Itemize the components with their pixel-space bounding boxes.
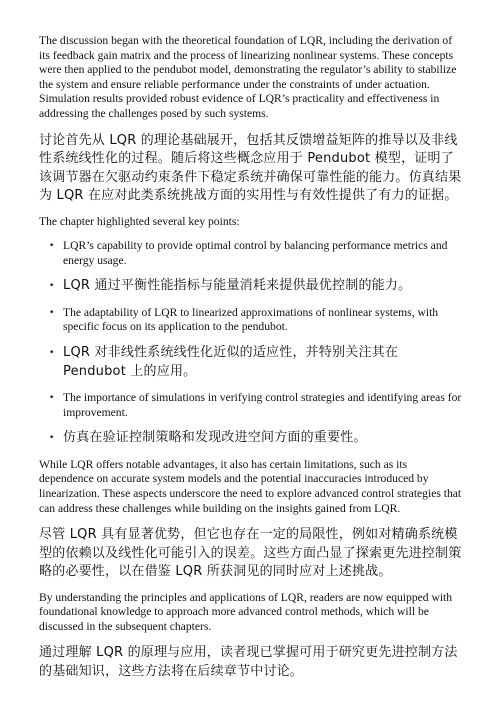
bullet-icon: • [49,393,55,404]
key-point-3-zh: 仿真在验证控制策略和发现改进空间方面的重要性。 [63,430,367,446]
bullet-icon: • [49,281,55,292]
list-item [49,277,463,296]
document-page [39,34,463,690]
list-item [49,344,463,381]
paragraph-conclusion-zh: 通过理解 LQR 的原理与应用，读者现已掌握可用于研究更先进控制方法的基础知识，这些方法将在后续章节中讨论。 [39,645,458,679]
bullet-icon: • [49,241,55,252]
bullet-icon: • [49,348,55,359]
list-item [49,305,463,335]
bullet-icon: • [49,433,55,444]
list-item [49,239,463,268]
list-item [49,429,463,448]
paragraph-limitations-zh: 尽管 LQR 具有显著优势，但它也存在一定的局限性，例如对精确系统模型的依赖以及线性化可能引入的误差。这些方面凸显了探索更先进控制策略的必要性，以在借鉴 LQR 所获洞见的同时应对上述挑战。 [39,527,462,580]
key-point-1-en: LQR’s capability to provide optimal control by balancing performance metrics and energy usage. [63,239,448,267]
paragraph-limitations-en: While LQR offers notable advantages, it also has certain limitations, such as its dependence on accurate system models and the potential inaccuracies introduced by linearization. These aspects underscore the need to explore advanced control strategies that can address these challenges while building on the insights gained from LQR. [39,457,462,515]
paragraph-intro-zh: 讨论首先从 LQR 的理论基础展开，包括其反馈增益矩阵的推导以及非线性系统线性化的过程。随后将这些概念应用于 Pendubot 模型，证明了该调节器在欠驱动约束条件下稳定系统并确保可靠性能的能力。仿真结果为 LQR 在应对此类系统挑战方面的实用性与有效性提供了有力的证据。 [39,132,462,204]
paragraph-conclusion-en: By understanding the principles and applications of LQR, readers are now equipped with foundational knowledge to approach more advanced control methods, which will be discussed in the subsequent chapters. [39,590,453,633]
key-point-2-en: The adaptability of LQR to linearized approximations of nonlinear systems, with specific focus on its application to the pendubot. [63,305,439,334]
key-points-list [39,239,463,448]
bullet-icon: • [49,307,55,318]
key-point-2-zh: LQR 对非线性系统线性化近似的适应性，并特别关注其在 Pendubot 上的应用。 [63,345,399,379]
key-point-3-en: The importance of simulations in verifying control strategies and identifying areas for improvement. [63,391,462,419]
paragraph-intro-en: The discussion began with the theoretical foundation of LQR, including the derivation of its feedback gain matrix and the process of linearizing nonlinear systems. These concepts were then applied to the pendubot model, demonstrating the regulator’s ability to stabilize the system and ensure reliable performance under the constraints of under actuation. Simulation results provided robust evidence of LQR’s practicality and effectiveness in addressing the challenges posed by such systems. [39,34,457,120]
list-item [49,391,463,420]
key-point-1-zh: LQR 通过平衡性能指标与能量消耗来提供最优控制的能力。 [63,278,412,294]
key-points-heading: The chapter highlighted several key points: [39,214,240,228]
